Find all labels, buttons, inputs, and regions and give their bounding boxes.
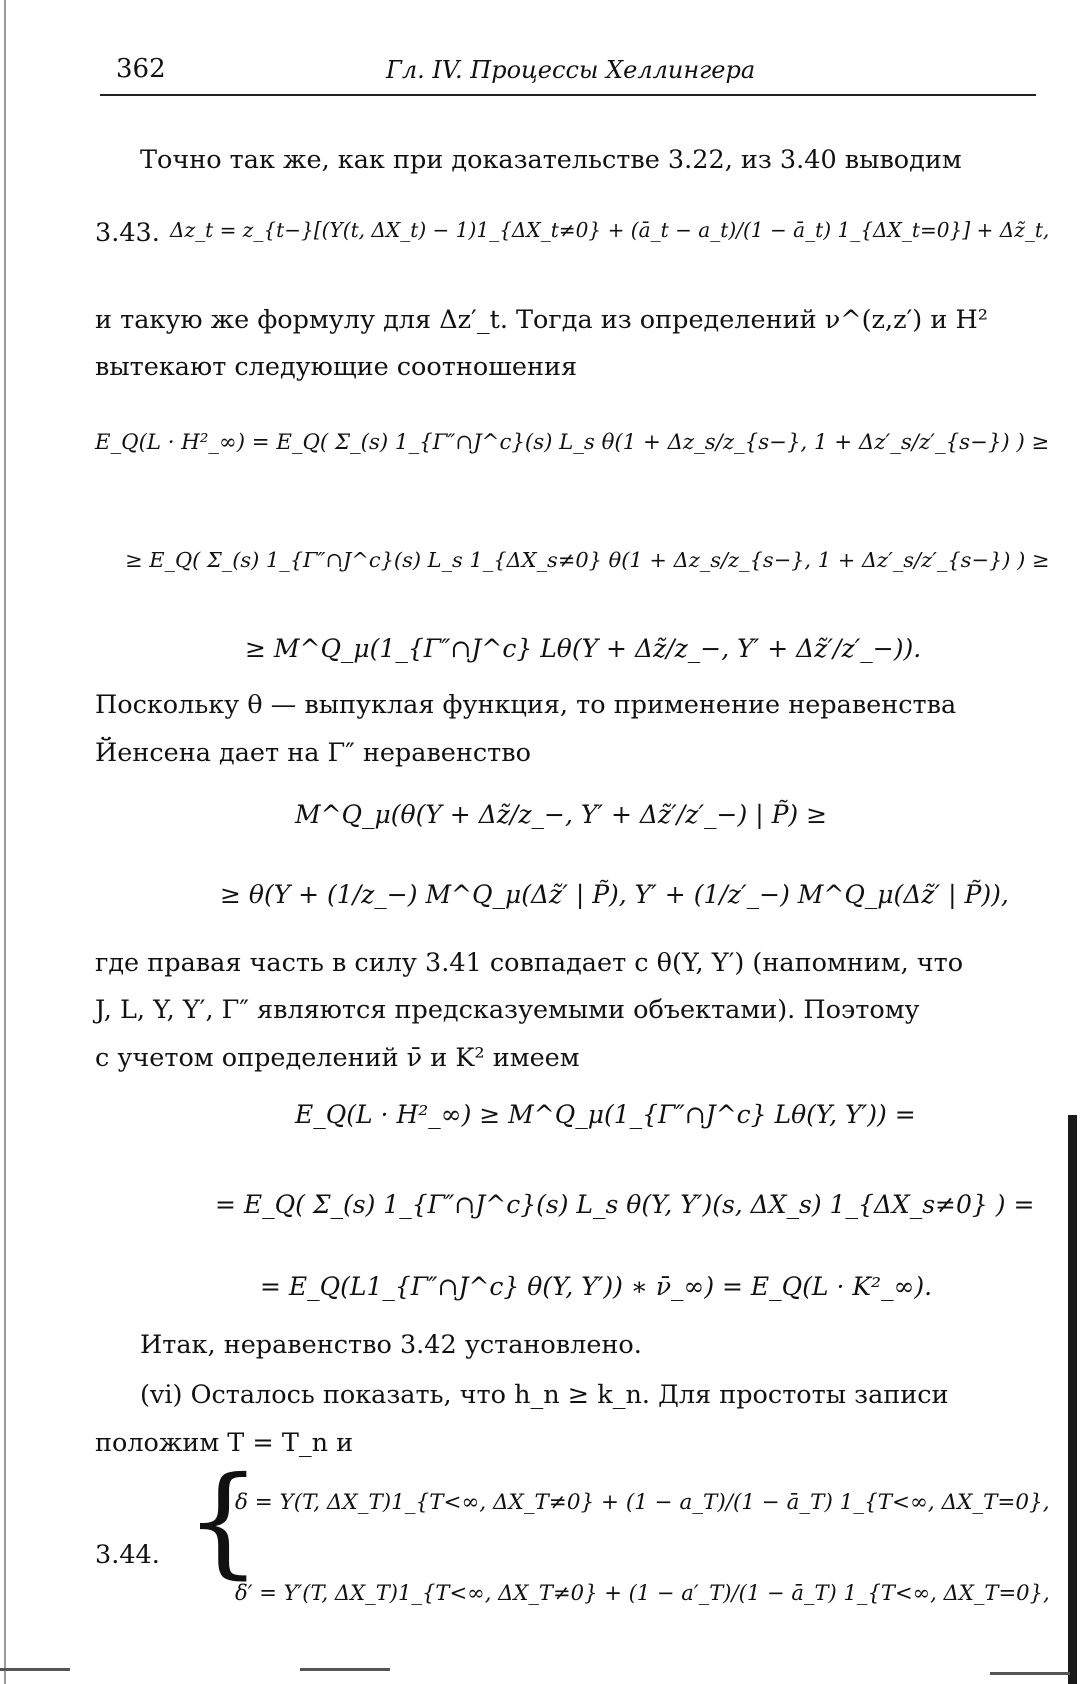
paragraph-3-line-2: Йенсена дает на Γ″ неравенство: [95, 738, 531, 768]
equation-g: = E_Q( Σ_(s) 1_{Γ″∩J^c}(s) L_s θ(Y, Y′)(s, ΔX_s) 1_{ΔX_s≠0} ) =: [215, 1190, 1035, 1219]
paragraph-6-line-1: (vi) Осталось показать, что h_n ≥ k_n. Для простоты записи: [140, 1380, 949, 1410]
header-rule: [100, 94, 1036, 96]
left-brace: {: [185, 1452, 262, 1591]
paragraph-4-line-3: с учетом определений ν̄ и K² имеем: [95, 1043, 580, 1073]
equation-f: E_Q(L · H²_∞) ≥ M^Q_μ(1_{Γ″∩J^c} Lθ(Y, Y′)) =: [295, 1100, 916, 1129]
page-header: [108, 52, 1038, 92]
paragraph-4-line-1: где правая часть в силу 3.41 совпадает с θ(Y, Y′) (напомним, что: [95, 948, 964, 978]
running-head: Гл. IV. Процессы Хеллингера: [386, 56, 756, 84]
scan-edge-right: [1068, 1115, 1077, 1684]
equation-e: ≥ θ(Y + (1/z_−) M^Q_μ(Δz̃′ | P̃), Y′ + (1/z′_−) M^Q_μ(Δz̃′ | P̃)),: [220, 880, 1009, 909]
page-number: 362: [116, 54, 166, 84]
equation-b: ≥ E_Q( Σ_(s) 1_{Γ″∩J^c}(s) L_s 1_{ΔX_s≠0} θ(1 + Δz_s/z_{s−}, 1 + Δz′_s/z′_{s−}) ) ≥: [125, 548, 1050, 572]
paragraph-3-line-1: Поскольку θ — выпуклая функция, то применение неравенства: [95, 690, 957, 720]
scan-noise-1: [0, 1668, 70, 1671]
equation-d: M^Q_μ(θ(Y + Δz̃/z_−, Y′ + Δz̃′/z′_−) | P̃) ≥: [295, 800, 828, 829]
eq-3-44-a: δ = Y(T, ΔX_T)1_{T<∞, ΔX_T≠0} + (1 − a_T)/(1 − ā_T) 1_{T<∞, ΔX_T=0},: [235, 1490, 1050, 1515]
eq-3-44-label: 3.44.: [95, 1540, 160, 1570]
equation-c: ≥ M^Q_μ(1_{Γ″∩J^c} Lθ(Y + Δz̃/z_−, Y′ + Δz̃′/z′_−)).: [245, 634, 922, 663]
paragraph-2-line-2: вытекают следующие соотношения: [95, 352, 578, 382]
scan-noise-2: [300, 1668, 390, 1671]
eq-3-43: Δz_t = z_{t−}[(Y(t, ΔX_t) − 1)1_{ΔX_t≠0} + (ā_t − a_t)/(1 − ā_t) 1_{ΔX_t=0}] + Δz̃_t,: [170, 218, 1050, 242]
scan-edge-left: [4, 0, 6, 1684]
paragraph-5: Итак, неравенство 3.42 установлено.: [140, 1330, 642, 1360]
paragraph-1: Точно так же, как при доказательстве 3.22, из 3.40 выводим: [140, 145, 962, 175]
equation-h: = E_Q(L1_{Γ″∩J^c} θ(Y, Y′)) ∗ ν̄_∞) = E_Q(L · K²_∞).: [260, 1272, 933, 1301]
eq-3-43-label: 3.43.: [95, 218, 160, 248]
paragraph-2-line-1: и такую же формулу для Δz′_t. Тогда из определений ν^(z,z′) и H²: [95, 305, 988, 335]
scan-noise-3: [990, 1672, 1070, 1675]
paragraph-4-line-2: J, L, Y, Y′, Γ″ являются предсказуемыми объектами). Поэтому: [95, 995, 920, 1025]
equation-a: E_Q(L · H²_∞) = E_Q( Σ_(s) 1_{Γ″∩J^c}(s) L_s θ(1 + Δz_s/z_{s−}, 1 + Δz′_s/z′_{s−}) ) ≥: [95, 430, 1050, 455]
eq-3-44-b: δ′ = Y′(T, ΔX_T)1_{T<∞, ΔX_T≠0} + (1 − a′_T)/(1 − ā_T) 1_{T<∞, ΔX_T=0},: [235, 1580, 1050, 1605]
paragraph-6-line-2: положим T = T_n и: [95, 1428, 354, 1458]
